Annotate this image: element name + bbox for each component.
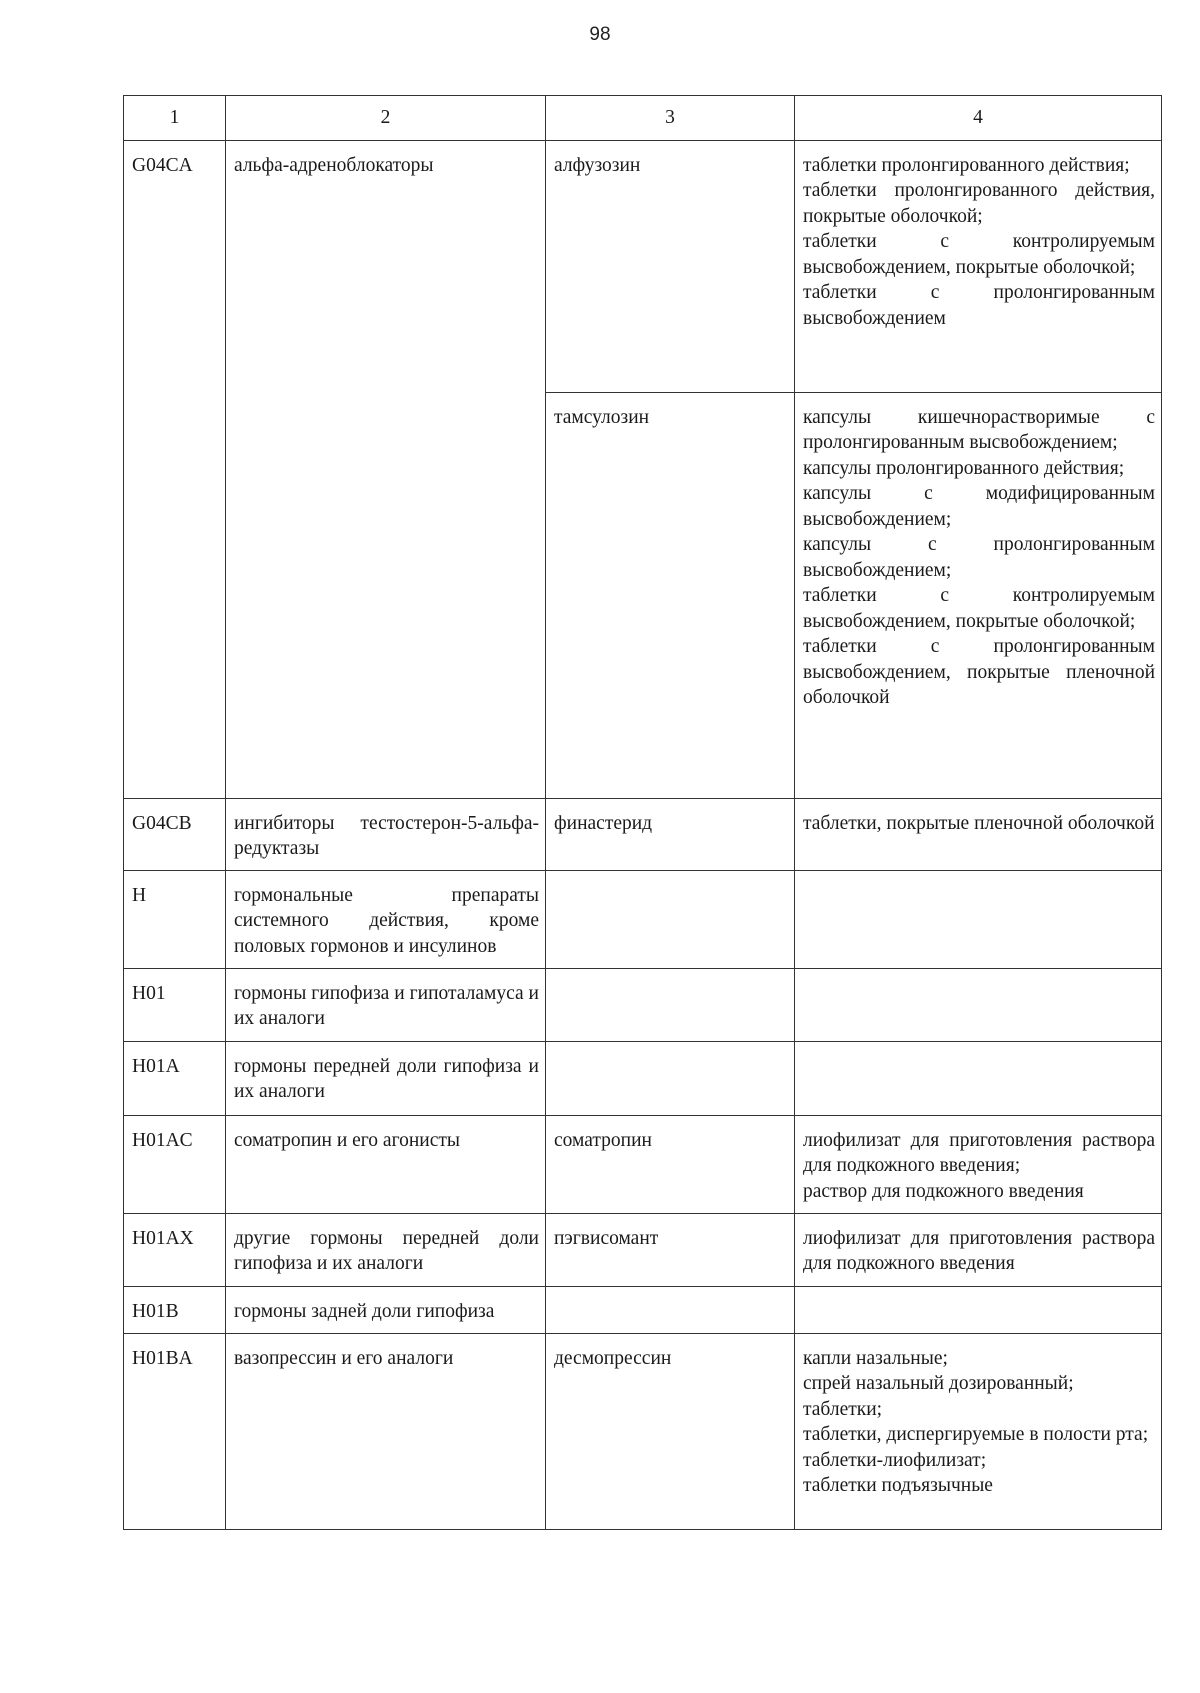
- atc-code-cell: H: [124, 870, 226, 968]
- dosage-form-cell: [795, 798, 1162, 870]
- dosage-form-cell: [795, 1115, 1162, 1213]
- group-name-cell: вазопрессин и его аналоги: [226, 1333, 546, 1529]
- group-name-cell: гормоны задней доли гипофиза: [226, 1286, 546, 1333]
- drug-name-cell: пэгвисомант: [546, 1213, 795, 1286]
- dosage-form: таблетки, покрытые пленочной оболочкой: [803, 812, 1155, 834]
- dosage-form: таблетки, диспергируемые в полости рта;: [803, 1424, 1149, 1445]
- dosage-form-cell: [795, 1333, 1162, 1529]
- dosage-form: таблетки пролонгированного действия;: [803, 154, 1130, 176]
- column-header: 1: [124, 96, 226, 141]
- table-row: [124, 1333, 1162, 1529]
- column-header: 4: [795, 96, 1162, 141]
- dosage-form: капли назальные;: [803, 1347, 948, 1369]
- drug-name-cell: [546, 1286, 795, 1333]
- dosage-form: лиофилизат для приготовления раствора для подкожного введения;: [803, 1129, 1155, 1176]
- dosage-form-cell: [795, 1213, 1162, 1286]
- drug-name-cell: десмопрессин: [546, 1333, 795, 1529]
- group-name-cell: ингибиторы тестостерон-5-альфа-редуктазы: [226, 798, 546, 870]
- table-row: [124, 1286, 1162, 1333]
- atc-code-cell: H01B: [124, 1286, 226, 1333]
- drug-name-cell: соматропин: [546, 1115, 795, 1213]
- group-name-cell: гормоны передней доли гипофиза и их аналоги: [226, 1041, 546, 1115]
- group-name-cell: альфа-адреноблокаторы: [226, 140, 546, 798]
- dosage-form: таблетки с пролонгированным высвобождением, покрытые пленочной оболочкой: [803, 636, 1155, 708]
- atc-code-cell: G04CB: [124, 798, 226, 870]
- dosage-form: таблетки;: [803, 1398, 883, 1420]
- dosage-form: таблетки подъязычные: [803, 1475, 993, 1496]
- drug-name-cell: тамсулозин: [546, 392, 795, 798]
- dosage-form-cell: [795, 140, 1162, 392]
- table-row: [124, 798, 1162, 870]
- dosage-form: таблетки пролонгированного действия, покрытые оболочкой;: [803, 180, 1155, 227]
- atc-code-cell: H01AC: [124, 1115, 226, 1213]
- table-row: [124, 1213, 1162, 1286]
- table-header-row: [124, 96, 1162, 141]
- page-number: 98: [589, 24, 611, 45]
- dosage-form: капсулы с модифицированным высвобождением;: [803, 483, 1155, 530]
- column-header: 3: [546, 96, 795, 141]
- group-name-cell: гормональные препараты системного действия, кроме половых гормонов и инсулинов: [226, 870, 546, 968]
- group-name-cell: гормоны гипофиза и гипоталамуса и их аналоги: [226, 968, 546, 1041]
- table-row: [124, 870, 1162, 968]
- drug-name-cell: [546, 870, 795, 968]
- table-row: [124, 140, 1162, 392]
- dosage-form: таблетки с пролонгированным высвобождением: [803, 282, 1155, 329]
- drug-name-cell: [546, 1041, 795, 1115]
- atc-code-cell: H01BA: [124, 1333, 226, 1529]
- drug-classification-table: [123, 95, 1162, 1530]
- dosage-form: капсулы с пролонгированным высвобождением;: [803, 534, 1155, 581]
- table-row: [124, 968, 1162, 1041]
- dosage-form-cell: [795, 1041, 1162, 1115]
- dosage-form: капсулы кишечнорастворимые с пролонгированным высвобождением;: [803, 406, 1155, 453]
- dosage-form-cell: [795, 1286, 1162, 1333]
- dosage-form: таблетки с контролируемым высвобождением, покрытые оболочкой;: [803, 585, 1155, 632]
- atc-code-cell: G04CA: [124, 140, 226, 798]
- atc-code-cell: H01AX: [124, 1213, 226, 1286]
- table-row: [124, 1041, 1162, 1115]
- group-name-cell: соматропин и его агонисты: [226, 1115, 546, 1213]
- dosage-form: таблетки-лиофилизат;: [803, 1449, 987, 1471]
- group-name-cell: другие гормоны передней доли гипофиза и их аналоги: [226, 1213, 546, 1286]
- dosage-form-cell: [795, 392, 1162, 798]
- atc-code-cell: H01A: [124, 1041, 226, 1115]
- dosage-form-cell: [795, 968, 1162, 1041]
- drug-name-cell: [546, 968, 795, 1041]
- dosage-form: таблетки с контролируемым высвобождением, покрытые оболочкой;: [803, 231, 1155, 278]
- dosage-form-cell: [795, 870, 1162, 968]
- drug-name-cell: алфузозин: [546, 140, 795, 392]
- table-row: [124, 1115, 1162, 1213]
- dosage-form: спрей назальный дозированный;: [803, 1373, 1074, 1394]
- drug-name-cell: финастерид: [546, 798, 795, 870]
- dosage-form: капсулы пролонгированного действия;: [803, 457, 1125, 479]
- column-header: 2: [226, 96, 546, 141]
- dosage-form: лиофилизат для приготовления раствора для подкожного введения: [803, 1227, 1155, 1274]
- dosage-form: раствор для подкожного введения: [803, 1180, 1084, 1202]
- atc-code-cell: H01: [124, 968, 226, 1041]
